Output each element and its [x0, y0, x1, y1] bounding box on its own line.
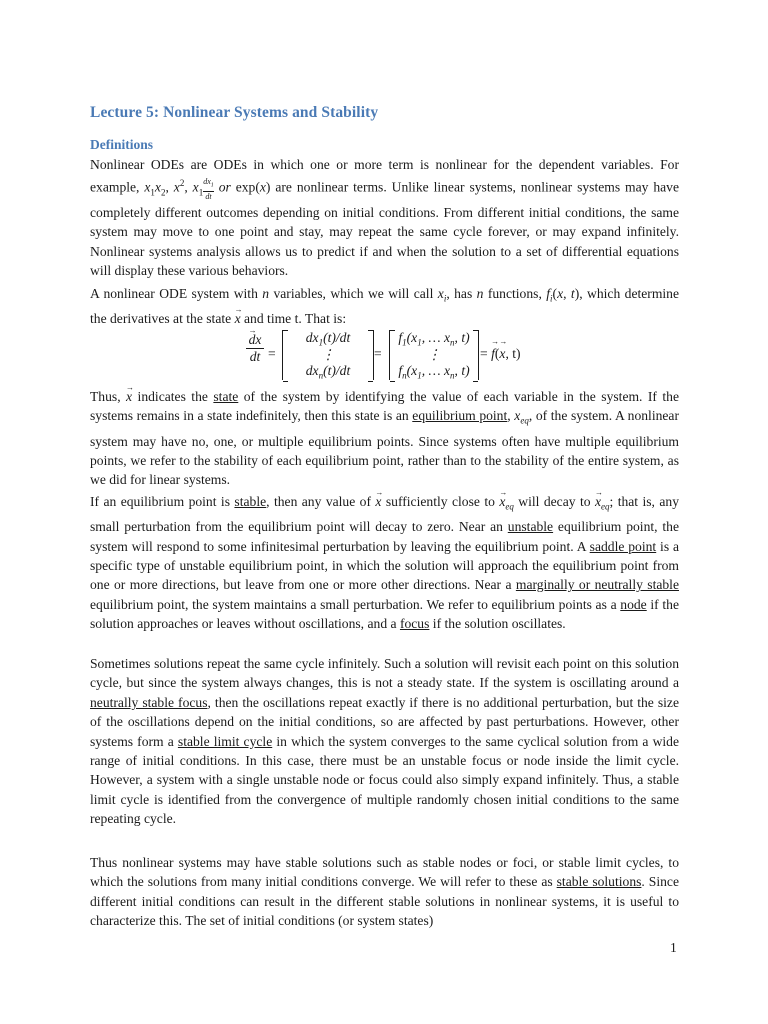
- document-page: Lecture 5: Nonlinear Systems and Stability Definitions Nonlinear ODEs are ODEs in which one or more term is nonlinear for the dependent variables. For example, $x_1x_2$, $x^2$, $x_1$ $\frac{dx_1}{dt}$ or exp(x) are nonlinear terms. Unlike linear systems, nonlinear systems may have completely different outcomes depending on initial conditions. From different initial conditions, the same system may move to one point and stay, may repeat the same cycle forever, or may expand infinitely. Nonlinear systems analysis allows us to predict if and when the solution to a set of differential equations will display these various behaviors. A nonlinear ODE system with n variables, which we will call $x_i$, has n functions, $f_i(x$, t), which determine the derivatives at the state → x and time t. That is: → dx dt = $dx_1(t)/dt$ ⋮ $dx_n(t)/dt$ = $f_1(x_1$, … $x_n$, t) ⋮ $f_n(x_1$, … $x_n$, t) = → f(→ x, t) Thus, → x indicates the state of the system by identifying the value of each variable in the system. If the systems remains in a state indefinitely, then this state is an equilibrium point, $x_{eq}$, of the system. A nonlinear system may have no, one, or multiple equilibrium points. Since systems often have multiple equilibrium points, we refer to the stability of each equilibrium point, rather than to the stability of the entire system, as we did for linear systems. If an equilibrium point is stable, then any value of → x sufficiently close to → $x_{eq}$ will decay to → $x_{eq}$; that is, any small perturbation from the equilibrium point will decay to zero. Near an unstable equilibrium point, the system will respond to some infinitesimal perturbation by leaving the equilibrium point. A saddle point is a specific type of unstable equilibrium point, in which the solution will approach the equilibrium point from one or more directions, but leave from one or more other directions. Near a marginally or neutrally stable equilibrium point, the system maintains a small perturbation. We refer to equilibrium points as a node if the solution approaches or leaves without oscillations, and a focus if the solution oscillates. Sometimes solutions repeat the same cycle infinitely. Such a solution will revisit each point on this solution cycle, but since the system always changes, this is not a steady state. If the system is oscillating around a neutrally stable focus, then the oscillations repeat exactly if there is no additional perturbation, but the size of the oscillations depend on the initial conditions, so are affected by past perturbations. However, other systems form a stable limit cycle in which the system converges to the same cyclical solution from a wide range of initial conditions. In this case, there must be an unstable focus or node inside the limit cycle. However, a system with a single unstable node or focus could also simply expand infinitely. Thus, a stable limit cycle is identified from the convergence of multiple randomly chosen initial conditions to the same repeating cycle. Thus nonlinear systems may have stable solutions such as stable nodes or foci, or stable limit cycles, to which the solutions from many initial conditions converge. We will refer to these as stable solutions. Since different initial conditions can result in the different stable solutions in nonlinear systems, it is useful to characterize this. The set of initial conditions (or system states) 1: [0, 0, 768, 1024]
- paragraph-limit-cycles: Sometimes solutions repeat the same cycle infinitely. Such a solution will revisit each point on this solution cycle, but since the system always changes, this is not a steady state. If the system is oscillating around a neutrally stable focus, then the oscillations repeat exactly if there is no additional perturbation, but the size of the oscillations depend on the initial conditions, so are affected by past perturbations. However, other systems form a stable limit cycle in which the system converges to the same cyclical solution from a wide range of initial conditions. In this case, there must be an unstable focus or node inside the limit cycle. However, a system with a single unstable node or focus could also simply expand infinitely. Thus, a stable limit cycle is identified from the convergence of multiple randomly chosen initial conditions to the same repeating cycle.: [90, 656, 679, 827]
- paragraph-ode-system: A nonlinear ODE system with n variables, which we will call $x_i$, has n functions, $f_i(x$, t), which determine the derivatives at the state → x and time t. That is:: [90, 284, 679, 329]
- section-heading: Definitions: [90, 137, 154, 152]
- paragraph-state: Thus, → x indicates the state of the system by identifying the value of each variable in the system. If the systems remains in a state indefinitely, then this state is an equilibrium point, $x_{eq}$, of the system. A nonlinear system may have no, one, or multiple equilibrium points. Since systems often have multiple equilibrium points, we refer to the stability of each equilibrium point, rather than to the stability of the entire system, as we did for linear systems.: [90, 387, 679, 490]
- paragraph-nonlinear-odes: Nonlinear ODEs are ODEs in which one or more term is nonlinear for the dependent variables. For example, $x_1x_2$, $x^2$, $x_1$ $\frac{dx_1}{dt}$ or exp(x) are nonlinear terms. Unlike linear systems, nonlinear systems may have completely different outcomes depending on initial conditions. From different initial conditions, the same system may move to one point and stay, may repeat the same cycle forever, or may expand infinitely. Nonlinear systems analysis allows us to predict if and when the solution to a set of differential equations will display these various behaviors.: [90, 157, 680, 279]
- paragraph-stable-solutions: Thus nonlinear systems may have stable solutions such as stable nodes or foci, or stable limit cycles, to which the solutions from many initial conditions converge. We will refer to these as stable solutions. Since different initial conditions can result in the different stable solutions in nonlinear systems, it is useful to characterize this. The set of initial conditions (or system states): [90, 855, 679, 929]
- paragraph-stability-types: If an equilibrium point is stable, then any value of → x sufficiently close to → $x_{eq}$ will decay to → $x_{eq}$; that is, any small perturbation from the equilibrium point will decay to zero. Near an unstable equilibrium point, the system will respond to some infinitesimal perturbation by leaving the equilibrium point. A saddle point is a specific type of unstable equilibrium point, in which the solution will approach the equilibrium point from one or more directions, but leave from one or more other directions. Near a marginally or neutrally stable equilibrium point, the system maintains a small perturbation. We refer to equilibrium points as a node if the solution approaches or leaves without oscillations, and a focus if the solution oscillates.: [90, 492, 679, 634]
- page-number: 1: [670, 940, 677, 955]
- lecture-title: Lecture 5: Nonlinear Systems and Stability: [90, 104, 379, 121]
